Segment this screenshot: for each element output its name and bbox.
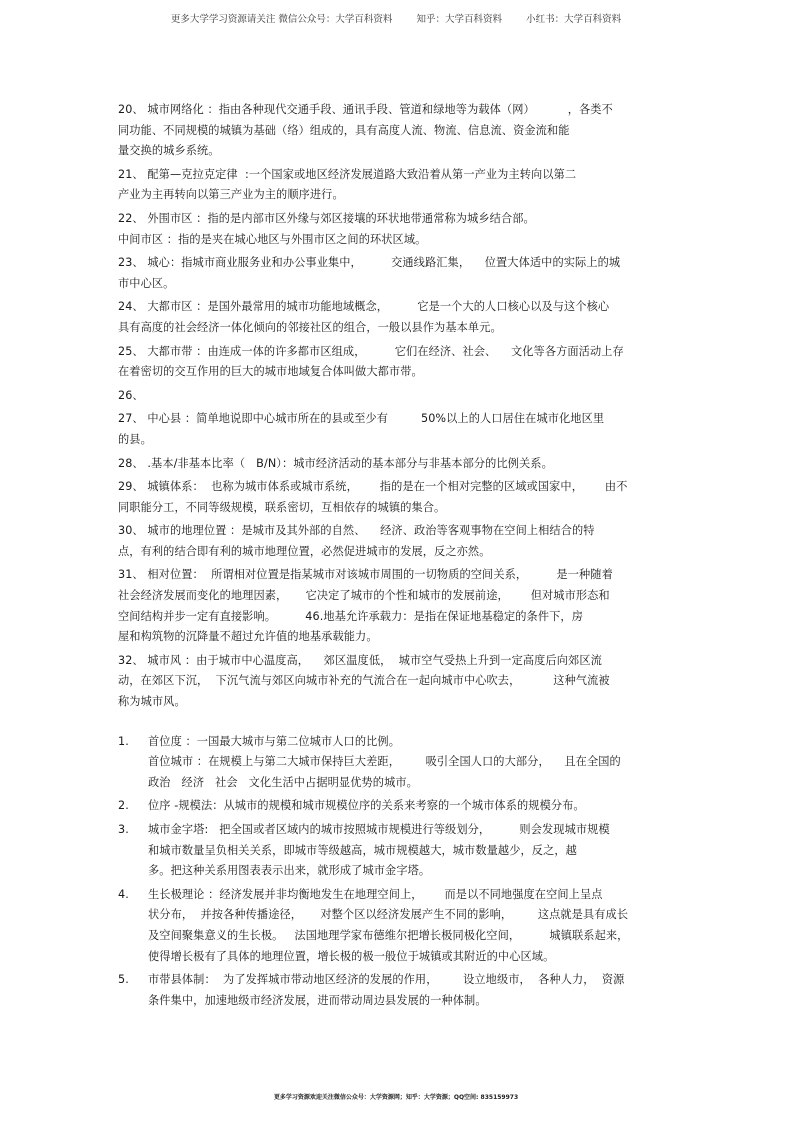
glossary-entry [118, 165, 670, 206]
item-line: 状分布， 并按各种传播途径， 对整个区以经济发展产生不同的影响， 这点就是具有成长 [148, 908, 629, 922]
item-line: 及空间聚集意义的生长极。 法国地理学家布德维尔把增长极同极化空间， 城镇联系起来， [148, 928, 629, 942]
entry-line: 动，在郊区下沉， 下沉气流与郊区向城市补充的气流合在一起向城市中心吹去， 这种气流被 [118, 674, 610, 688]
entry-line: 具有高度的社会经济一体化倾向的邻接社区的组合，一般以县作为基本单元。 [118, 320, 502, 334]
glossary-entry [118, 100, 670, 162]
entry-line: 社会经济发展而变化的地理因素， 它决定了城市的个性和城市的发展前途， 但对城市形态和 [118, 589, 610, 603]
glossary-entries [118, 100, 670, 713]
item-line: 首位城市 ：在规模上与第二大城市保持巨大差距， 吸引全国人口的大部分， 且在全国的 [148, 755, 621, 769]
glossary-entry [118, 297, 670, 338]
entry-line: 在着密切的交互作用的巨大的城市地域复合体叫做大都市带。 [118, 365, 423, 379]
item-line: 多。把这种关系用图表表示出来，就形成了城市金字塔。 [148, 864, 431, 878]
item-line: 使得增长极有了具体的地理位置，增长极的极一般位于城镇或其附近的中心区域。 [148, 949, 555, 963]
glossary-entry [118, 521, 670, 562]
entry-line: 31、 相对位置： 所谓相对位置是指某城市对该城市周围的一切物质的空间关系， 是一种随着 [118, 568, 613, 582]
numbered-item [118, 820, 670, 882]
item-line: 城市金字塔: 把全国或者区域内的城市按照城市规模进行等级划分， 则会发现城市规模 [148, 823, 610, 836]
page-footer: 更多学习资源欢迎关注微信公众号：大学资源网；知乎：大学资源；QQ空间: 835159973 [273, 1094, 519, 1101]
entry-line: 25、 大都市带 ：由连成一体的许多都市区组成， 它们在经济、社会、 文化等各方面活动上存 [118, 344, 624, 358]
page-header: 更多大学学习资源请关注 微信公众号：大学百科资料 知乎：大学百科资料 小红书：大学百科资料 [170, 14, 622, 25]
numbered-item [118, 970, 670, 1011]
entry-line: 同职能分工，不同等级规模，联系密切，互相依存的城镇的集合。 [118, 500, 446, 514]
glossary-entry [118, 209, 670, 250]
glossary-entry [118, 477, 670, 518]
item-line: 条件集中，加速地级市经济发展，进而带动周边县发展的一种体制。 [148, 993, 487, 1007]
entry-line: 同功能、不同规模的城镇为基础（络）组成的，具有高度人流、物流、信息流、资金流和能 [118, 123, 570, 137]
entry-line: 21、 配第—克拉克定律 :一个国家或地区经济发展道路大致沿着从第一产业为主转向以第二 [118, 167, 577, 181]
glossary-entry [118, 342, 670, 383]
entry-line: 32、 城市风 ：由于城市中心温度高， 郊区温度低， 城市空气受热上升到一定高度后向郊区流 [118, 653, 602, 667]
item-line: 生长极理论 ：经济发展并非均衡地发生在地理空间上， 而是以不同地强度在空间上呈点 [148, 887, 603, 901]
entry-line: 23、 城心：指城市商业服务业和办公事业集中， 交通线路汇集， 位置大体适中的实际上的城 [118, 256, 621, 270]
glossary-entry [118, 565, 670, 647]
document-body [118, 100, 670, 1014]
entry-line: 24、 大都市区 ：是国外最常用的城市功能地域概念， 它是一个大的人口核心以及与这个核心 [118, 300, 610, 314]
entry-line: 产业为主再转向以第三产业为主的顺序进行。 [118, 188, 344, 202]
item-number: 1. [118, 734, 129, 748]
entry-line: 屋和构筑物的沉降量不超过允许值的地基承载能力。 [118, 630, 378, 644]
entry-line: 称为城市风。 [118, 695, 186, 709]
section-gap [118, 716, 670, 732]
glossary-entry [118, 409, 670, 450]
entry-line: 27、 中心县 ：简单地说即中心城市所在的县或至少有 50%以上的人口居住在城市化地区里 [118, 412, 605, 426]
entry-line: 中间市区 ：指的是夹在城心地区与外围市区之间的环状区域。 [118, 232, 427, 246]
entry-line: 28、 .基本/非基本比率（ B/N）：城市经济活动的基本部分与非基本部分的比例关系。 [118, 456, 553, 470]
item-line: 市带县体制： 为了发挥城市带动地区经济的发展的作用， 设立地级市， 各种人力， 资源 [148, 973, 625, 987]
item-line: 和城市数量呈负相关关系，即城市等级越高，城市规模越大，城市数量越少，反之，越 [148, 843, 577, 857]
entry-line: 20、 城市网络化 ：指由各种现代交通手段、通讯手段、管道和绿地等为载体（网） ，各类不 [118, 103, 613, 116]
glossary-entry [118, 651, 670, 713]
glossary-entry [118, 454, 670, 475]
glossary-entry [118, 253, 670, 294]
entry-line: 空间结构并步一定有直接影响。 46.地基允许承载力：是指在保证地基稳定的条件下，房 [118, 609, 583, 623]
entry-line: 26、 [118, 388, 144, 402]
numbered-item [118, 885, 670, 967]
entry-line: 30、 城市的地理位置 ：是城市及其外部的自然、 经济、政治等客观事物在空间上相结合的特 [118, 524, 595, 538]
item-line: 政治 经济 社会 文化生活中占据明显优势的城市。 [148, 775, 418, 789]
entry-line: 市中心区。 [118, 276, 175, 290]
item-number: 5. [118, 973, 129, 987]
item-line: 首位度 ：一国最大城市与第二位城市人口的比例。 [148, 734, 400, 748]
entry-line: 22、 外围市区 ：指的是内部市区外缘与郊区接壤的环状地带通常称为城乡结合部。 [118, 211, 535, 225]
numbered-item [118, 732, 670, 794]
numbered-list [118, 732, 670, 1012]
item-number: 2. [118, 799, 129, 813]
entry-line: 的县。 [118, 432, 152, 446]
entry-line: 点，有利的结合即有利的城市地理位置，必然促进城市的发展，反之亦然。 [118, 544, 491, 558]
glossary-entry [118, 386, 670, 407]
item-line: 位序 -规模法：从城市的规模和城市规模位序的关系来考察的一个城市体系的规模分布。 [148, 799, 585, 813]
item-number: 3. [118, 823, 129, 836]
numbered-item [118, 796, 670, 817]
item-number: 4. [118, 887, 129, 901]
entry-line: 量交换的城乡系统。 [118, 144, 220, 158]
entry-line: 29、 城镇体系： 也称为城市体系或城市系统， 指的是在一个相对完整的区域或国家中， 由不 [118, 480, 628, 494]
